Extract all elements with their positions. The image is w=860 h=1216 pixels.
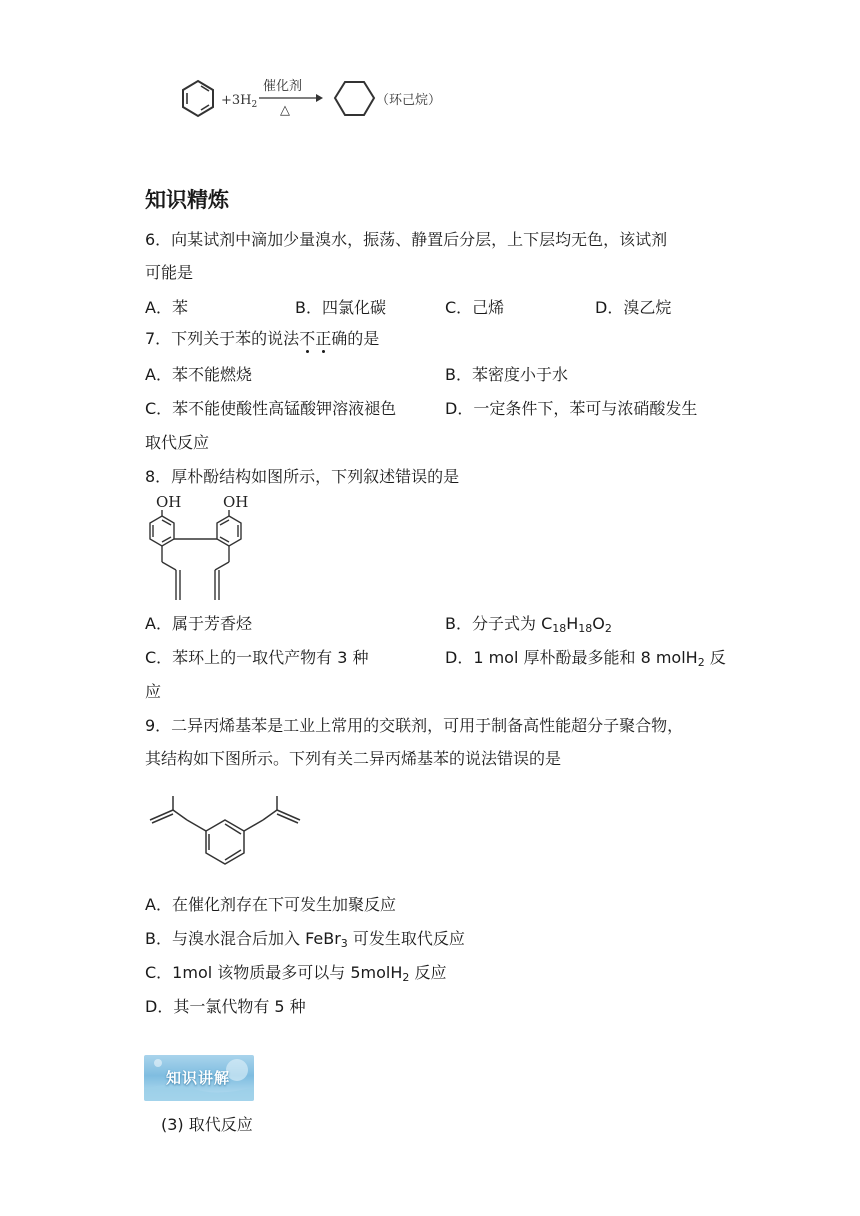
q7-option-a: A．苯不能燃烧 xyxy=(145,365,252,384)
benzene-ring-icon xyxy=(183,81,213,116)
oh-label-right: OH xyxy=(223,493,249,511)
cyclohexane-ring-icon xyxy=(335,82,374,115)
q9-option-d: D．其一氯代物有 5 种 xyxy=(145,997,306,1016)
q9-option-c: C．1mol 该物质最多可以与 5molH$_2$ 反应 xyxy=(145,963,447,984)
oh-label-left: OH xyxy=(156,493,182,511)
q9-stem-line1: 9．二异丙烯基苯是工业上常用的交联剂，可用于制备高性能超分子聚合物， xyxy=(145,716,684,735)
q7-option-c: C．苯不能使酸性高锰酸钾溶液褪色 xyxy=(145,399,397,418)
badge-label: 知识讲解 xyxy=(166,1069,231,1087)
catalyst-label: 催化剂 xyxy=(263,79,303,94)
q7-option-d-line2: 取代反应 xyxy=(145,433,210,452)
hydrogenation-reaction-diagram xyxy=(170,74,470,124)
q7-emphasis-char-1: 不 xyxy=(299,329,316,348)
q6-option-a: A．苯 xyxy=(145,298,188,317)
honokiol-structure-diagram xyxy=(140,488,260,606)
q6-stem-line2: 可能是 xyxy=(145,263,194,282)
product-name-label: （环己烷） xyxy=(376,93,442,108)
q9-stem-line2: 其结构如下图所示。下列有关二异丙烯基苯的说法错误的是 xyxy=(145,749,562,768)
q8-option-d-line1: D．1 mol 厚朴酚最多能和 8 molH$_2$ 反 xyxy=(445,648,726,669)
q8-option-d-line2: 应 xyxy=(145,682,162,701)
section-title: 知识精炼 xyxy=(145,188,229,212)
q6-option-d: D．溴乙烷 xyxy=(595,298,672,317)
reagent-hydrogen: $+3H_2$ xyxy=(221,93,258,110)
q8-option-a: A．属于芳香烃 xyxy=(145,614,252,633)
heat-condition-label: △ xyxy=(280,103,290,118)
q8-option-b: B．分子式为 $C_{18}H_{18}O_2$ xyxy=(445,614,612,635)
q6-option-c: C．己烯 xyxy=(445,298,505,317)
q8-stem: 8．厚朴酚结构如图所示，下列叙述错误的是 xyxy=(145,467,460,486)
q9-option-b: B．与溴水混合后加入 FeBr$_3$ 可发生取代反应 xyxy=(145,929,465,950)
subsection-title: (3) 取代反应 xyxy=(161,1115,253,1134)
q7-option-d-line1: D．一定条件下，苯可与浓硝酸发生 xyxy=(445,399,698,418)
q8-option-c: C．苯环上的一取代产物有 3 种 xyxy=(145,648,369,667)
q6-stem-line1: 6．向某试剂中滴加少量溴水，振荡、静置后分层，上下层均无色，该试剂 xyxy=(145,230,668,249)
knowledge-explanation-badge xyxy=(144,1055,254,1101)
q7-emphasis-char-2: 正 xyxy=(315,329,332,348)
q7-option-b: B．苯密度小于水 xyxy=(445,365,568,384)
q9-option-a: A．在催化剂存在下可发生加聚反应 xyxy=(145,895,396,914)
q7-stem: 7．下列关于苯的说法不正确的是 xyxy=(145,329,380,348)
arrow-head-icon xyxy=(316,94,323,102)
diisopropenylbenzene-structure-diagram xyxy=(140,782,310,878)
q6-option-b: B．四氯化碳 xyxy=(295,298,386,317)
